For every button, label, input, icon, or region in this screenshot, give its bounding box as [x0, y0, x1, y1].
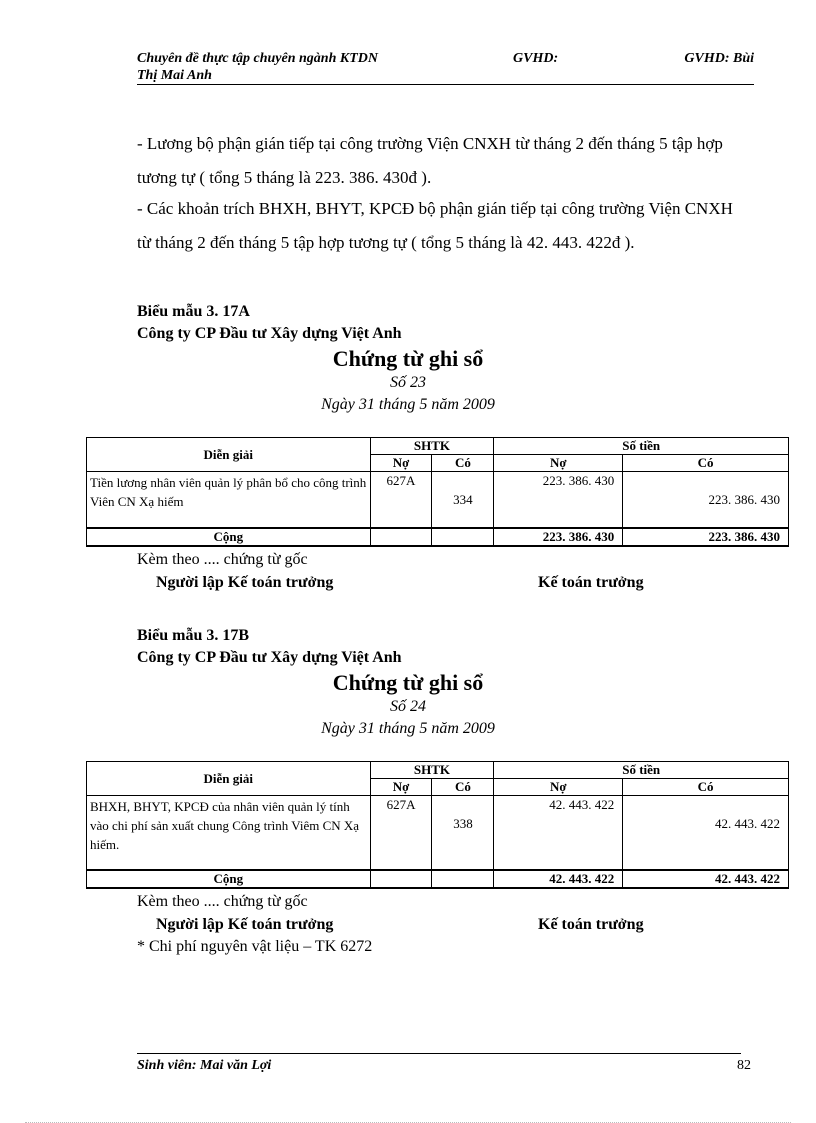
- total-no: 42. 443. 422: [494, 870, 623, 888]
- row-amount-no: 223. 386. 430: [494, 472, 623, 528]
- table-row: [87, 796, 789, 870]
- form1-attach: Kèm theo .... chứng từ gốc: [137, 551, 308, 568]
- form1-sign-right: Kế toán trưởng: [538, 574, 644, 591]
- row-shtk-co: 338: [432, 796, 494, 870]
- col-amount-header: Số tiền: [494, 762, 789, 779]
- page-number: 82: [737, 1058, 751, 1073]
- form1-title: Chứng từ ghi sổ: [332, 346, 484, 371]
- total-co: 223. 386. 430: [623, 528, 789, 546]
- col-shtk-no: Nợ: [370, 779, 432, 796]
- form1-code: Biểu mẫu 3. 17A: [137, 303, 250, 320]
- form2-company: Công ty CP Đầu tư Xây dựng Việt Anh: [137, 649, 402, 666]
- header-right: GVHD: Bùi: [684, 51, 754, 66]
- col-desc-header: Diễn giải: [87, 438, 371, 472]
- header-line2: Thị Mai Anh: [137, 68, 212, 83]
- form1-company: Công ty CP Đầu tư Xây dựng Việt Anh: [137, 325, 402, 342]
- header-rule: [137, 84, 754, 85]
- row-desc: Tiền lương nhân viên quản lý phân bổ cho công trình Viên CN Xạ hiếm: [87, 472, 371, 528]
- paragraph-1: - Lương bộ phận gián tiếp tại công trường Viện CNXH từ tháng 2 đến tháng 5 tập hợp tương tự ( tổng 5 tháng là 223. 386. 430đ ).: [137, 134, 723, 187]
- form1-date: Ngày 31 tháng 5 năm 2009: [321, 396, 495, 413]
- col-amount-no: Nợ: [494, 779, 623, 796]
- total-no: 223. 386. 430: [494, 528, 623, 546]
- col-shtk-co: Có: [432, 779, 494, 796]
- form1-table: [86, 437, 789, 547]
- col-desc-header: Diễn giải: [87, 762, 371, 796]
- form1-sign-left: Người lập Kế toán trưởng: [156, 574, 334, 591]
- row-shtk-no: 627A: [370, 796, 432, 870]
- header-mid: GVHD:: [513, 51, 559, 66]
- col-amount-co: Có: [623, 455, 789, 472]
- col-shtk-header: SHTK: [370, 438, 494, 455]
- total-row: [87, 870, 789, 888]
- form2-attach: Kèm theo .... chứng từ gốc: [137, 893, 308, 910]
- form1-number: Số 23: [390, 374, 426, 391]
- row-shtk-co: 334: [432, 472, 494, 528]
- form2-code: Biểu mẫu 3. 17B: [137, 627, 250, 644]
- total-row: [87, 528, 789, 546]
- col-amount-header: Số tiền: [494, 438, 789, 455]
- col-amount-co: Có: [623, 779, 789, 796]
- footer-student: Sinh viên: Mai văn Lợi: [137, 1058, 272, 1073]
- total-label: Cộng: [87, 870, 371, 888]
- col-shtk-no: Nợ: [370, 455, 432, 472]
- total-label: Cộng: [87, 528, 371, 546]
- total-co: 42. 443. 422: [623, 870, 789, 888]
- form2-sign-right: Kế toán trưởng: [538, 916, 644, 933]
- form2-date: Ngày 31 tháng 5 năm 2009: [321, 720, 495, 737]
- form2-table: [86, 761, 789, 889]
- col-shtk-co: Có: [432, 455, 494, 472]
- form2-sign-left: Người lập Kế toán trưởng: [156, 916, 334, 933]
- row-shtk-no: 627A: [370, 472, 432, 528]
- footer-rule: [137, 1053, 741, 1054]
- paragraph-2: - Các khoản trích BHXH, BHYT, KPCĐ bộ phận gián tiếp tại công trường Viện CNXH từ tháng 2 đến tháng 5 tập hợp tương tự ( tổng 5 tháng là 42. 443. 422đ ).: [137, 199, 733, 252]
- row-desc: BHXH, BHYT, KPCĐ của nhân viên quản lý tính vào chi phí sản xuất chung Công trình Viêm CN Xạ hiếm.: [87, 796, 371, 870]
- row-amount-co: 223. 386. 430: [623, 472, 789, 528]
- row-amount-no: 42. 443. 422: [494, 796, 623, 870]
- page-header: [137, 50, 754, 85]
- row-amount-co: 42. 443. 422: [623, 796, 789, 870]
- form2-title: Chứng từ ghi sổ: [332, 670, 484, 695]
- form2-number: Số 24: [390, 698, 426, 715]
- col-amount-no: Nợ: [494, 455, 623, 472]
- table-row: [87, 472, 789, 528]
- col-shtk-header: SHTK: [370, 762, 494, 779]
- note-line: * Chi phí nguyên vật liệu – TK 6272: [137, 938, 373, 955]
- header-left: Chuyên đề thực tập chuyên ngành KTDN: [137, 51, 378, 66]
